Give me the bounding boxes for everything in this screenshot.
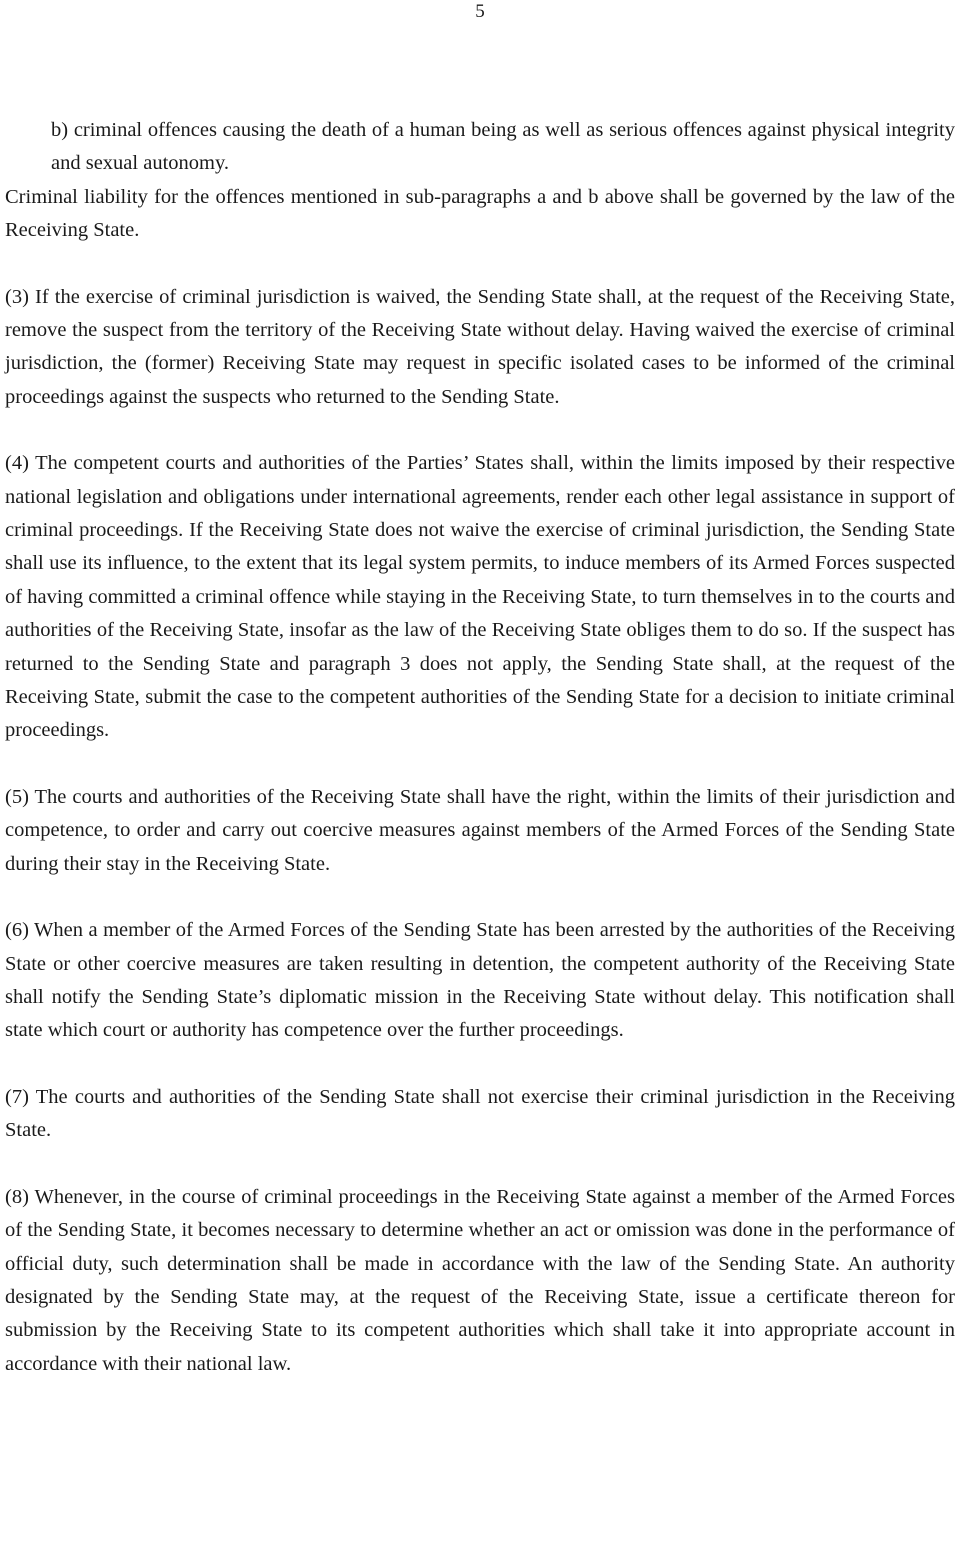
paragraph-3: (3) If the exercise of criminal jurisdiction is waived, the Sending State shall, at the request of the Receiving State, remove the suspect from the territory of the Receiving State without delay. Having waived the exercise of criminal jurisdiction, the (former) Receiving State may request in specific isolated cases to be informed of the criminal proceedings against the suspects who returned to the Sending State. (5, 285, 955, 408)
paragraph-7: (7) The courts and authorities of the Sending State shall not exercise their criminal jurisdiction in the Receiving State. (5, 1085, 955, 1142)
paragraph-6: (6) When a member of the Armed Forces of the Sending State has been arrested by the authorities of the Receiving State or other coercive measures are taken resulting in detention, the competent authority of the Receiving State shall notify the Sending State’s diplomatic mission in the Receiving State without delay. This notification shall state which court or authority has competence over the further proceedings. (5, 919, 955, 1042)
document-body (5, 114, 955, 1381)
paragraph-5: (5) The courts and authorities of the Receiving State shall have the right, within the limits of their jurisdiction and competence, to order and carry out coercive measures against members of the Armed Forces of the Sending State during their stay in the Receiving State. (5, 785, 955, 875)
page-number: 5 (475, 1, 485, 22)
paragraph-4: (4) The competent courts and authorities of the Parties’ States shall, within the limits imposed by their respective national legislation and obligations under international agreements, render each other legal assistance in support of criminal proceedings. If the Receiving State does not waive the exercise of criminal jurisdiction, the Sending State shall use its influence, to the extent that its legal system permits, to induce members of its Armed Forces suspected of having committed a criminal offence while staying in the Receiving State, to turn themselves in to the courts and authorities of the Receiving State, insofar as the law of the Receiving State obliges them to do so. If the suspect has returned to the Sending State and paragraph 3 does not apply, the Sending State shall, at the request of the Receiving State, submit the case to the competent authorities of the Sending State for a decision to initiate criminal proceedings. (5, 452, 955, 742)
paragraph-liability: Criminal liability for the offences mentioned in sub-paragraphs a and b above shall be governed by the law of the Receiving State. (5, 185, 955, 242)
item-b: b) criminal offences causing the death of a human being as well as serious offences against physical integrity and sexual autonomy. (51, 119, 955, 175)
paragraph-8: (8) Whenever, in the course of criminal proceedings in the Receiving State against a member of the Armed Forces of the Sending State, it becomes necessary to determine whether an act or omission was done in the performance of official duty, such determination shall be made in accordance with the law of the Sending State. An authority designated by the Sending State may, at the request of the Receiving State, issue a certificate thereon for submission by the Receiving State to its competent authorities which shall take it into appropriate account in accordance with their national law. (5, 1186, 955, 1375)
